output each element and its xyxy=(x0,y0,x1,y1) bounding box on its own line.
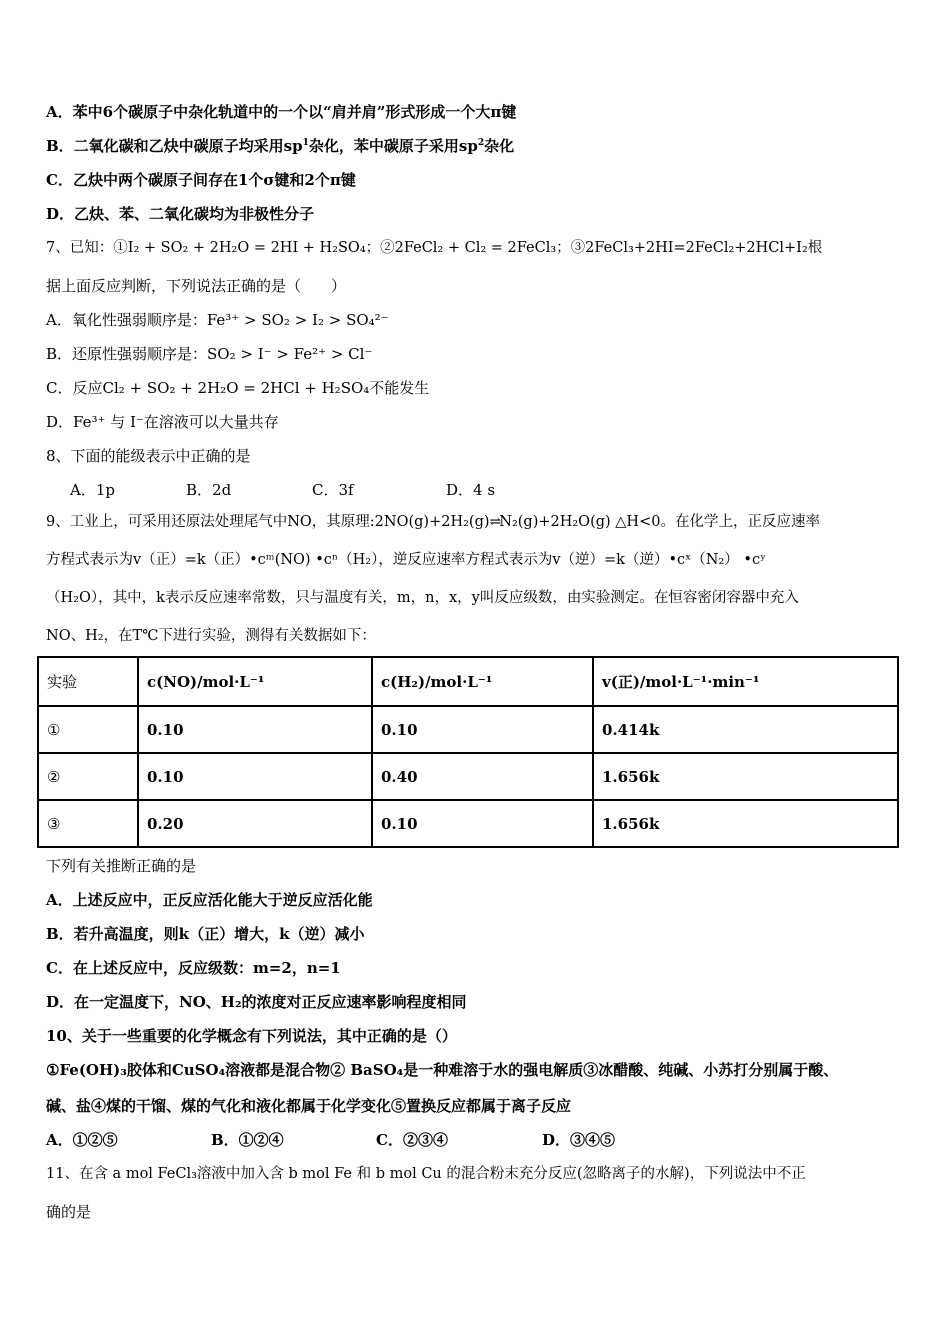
q6-option-d: D．乙炔、苯、二氧化碳均为非极性分子 xyxy=(46,205,315,223)
table-cell: 0.10 xyxy=(372,800,593,847)
table-header-cell: c(NO)/mol·L⁻¹ xyxy=(138,657,372,706)
q9-option-d: D．在一定温度下，NO、H₂的浓度对正反应速率影响程度相同 xyxy=(46,993,467,1011)
table-cell: 0.20 xyxy=(138,800,372,847)
q11-stem-line1: 11、在含 a mol FeCl₃溶液中加入含 b mol Fe 和 b mol Cu 的混合粉末充分反应(忽略离子的水解)，下列说法中不正 xyxy=(46,1166,806,1182)
q9-data-table xyxy=(37,656,899,848)
table-cell: 0.10 xyxy=(138,706,372,753)
q7-option-c: C．反应Cl₂ + SO₂ + 2H₂O = 2HCl + H₂SO₄不能发生 xyxy=(46,379,430,397)
q7-option-b: B．还原性强弱顺序是：SO₂ > I⁻ > Fe²⁺ > Cl⁻ xyxy=(46,345,373,363)
q9-stem-line4: NO、H₂，在T℃下进行实验，测得有关数据如下： xyxy=(46,628,376,644)
table-header-cell: v(正)/mol·L⁻¹·min⁻¹ xyxy=(593,657,898,706)
q10-option-d: D．③④⑤ xyxy=(542,1131,616,1149)
q9-after-table: 下列有关推断正确的是 xyxy=(46,857,197,875)
q10-option-c: C．②③④ xyxy=(376,1131,448,1149)
table-row xyxy=(38,706,898,753)
q6-option-b xyxy=(46,136,910,156)
q6-option-b-post: 杂化 xyxy=(484,137,515,155)
table-cell: 0.414k xyxy=(593,706,898,753)
table-cell: 0.10 xyxy=(372,706,593,753)
table-cell: 1.656k xyxy=(593,753,898,800)
q10-option-b: B．①②④ xyxy=(211,1131,284,1149)
q8-option-a: A．1p xyxy=(70,481,115,499)
q10-statements-line1: ①Fe(OH)₃胶体和CuSO₄溶液都是混合物② BaSO₄是一种难溶于水的强电解质③冰醋酸、纯碱、小苏打分别属于酸、 xyxy=(46,1061,839,1079)
table-header-cell: c(H₂)/mol·L⁻¹ xyxy=(372,657,593,706)
q6-option-c: C．乙炔中两个碳原子间存在1个σ键和2个π键 xyxy=(46,171,356,189)
table-row xyxy=(38,800,898,847)
q9-stem-line1b: N₂(g)+2H₂O(g) △H<0。在化学上，正反应速率 xyxy=(499,514,820,530)
table-cell: 1.656k xyxy=(593,800,898,847)
q7-stem-line1: 7、已知：①I₂ + SO₂ + 2H₂O = 2HI + H₂SO₄；②2FeCl₂ + Cl₂ = 2FeCl₃；③2FeCl₃+2HI=2FeCl₂+2HCl+I₂根 xyxy=(46,240,823,256)
table-cell: ③ xyxy=(38,800,138,847)
q7-stem-line2: 据上面反应判断，下列说法正确的是（ ） xyxy=(46,277,347,295)
q9-stem-line1a: 9、工业上，可采用还原法处理尾气中NO，其原理:2NO(g)+2H₂(g) xyxy=(46,514,490,530)
q9-option-a: A．上述反应中，正反应活化能大于逆反应活化能 xyxy=(46,891,373,909)
table-cell: ① xyxy=(38,706,138,753)
table-header-row xyxy=(38,657,898,706)
q6-option-b-sup1: 1 xyxy=(302,138,309,148)
table-header-cell: 实验 xyxy=(38,657,138,706)
q9-stem-line3: （H₂O），其中，k表示反应速率常数，只与温度有关，m，n，x，y叫反应级数，由实验测定。在恒容密闭容器中充入 xyxy=(46,590,799,606)
q8-stem: 8、下面的能级表示中正确的是 xyxy=(46,447,251,465)
q8-option-b: B．2d xyxy=(186,481,232,499)
q9-option-c: C．在上述反应中，反应级数：m=2，n=1 xyxy=(46,959,341,977)
q10-stem: 10、关于一些重要的化学概念有下列说法，其中正确的是（） xyxy=(46,1027,457,1045)
q9-stem-line1 xyxy=(46,512,910,532)
q9-option-b: B．若升高温度，则k（正）增大，k（逆）减小 xyxy=(46,925,365,943)
table-cell: 0.10 xyxy=(138,753,372,800)
q10-statements-line2: 碱、盐④煤的干馏、煤的气化和液化都属于化学变化⑤置换反应都属于离子反应 xyxy=(46,1097,572,1115)
q8-option-c: C．3f xyxy=(312,481,354,499)
q7-option-a: A．氧化性强弱顺序是：Fe³⁺ > SO₂ > I₂ > SO₄²⁻ xyxy=(46,311,389,329)
table-cell: ② xyxy=(38,753,138,800)
q9-stem-line2: 方程式表示为v（正）=k（正）•cᵐ(NO) •cⁿ（H₂），逆反应速率方程式表示为v（逆）=k（逆）•cˣ（N₂） •cʸ xyxy=(46,552,767,568)
q6-option-b-pre: B．二氧化碳和乙炔中碳原子均采用sp xyxy=(46,137,303,155)
table-row xyxy=(38,753,898,800)
q8-option-d: D．4 s xyxy=(446,481,496,499)
equilibrium-arrow-icon: ⇌ xyxy=(489,514,500,530)
q7-option-d: D．Fe³⁺ 与 I⁻在溶液可以大量共存 xyxy=(46,413,279,431)
q10-option-a: A．①②⑤ xyxy=(46,1131,118,1149)
q11-stem-line2: 确的是 xyxy=(46,1203,92,1221)
q6-option-a: A．苯中6个碳原子中杂化轨道中的一个以“肩并肩”形式形成一个大π键 xyxy=(46,103,517,121)
table-cell: 0.40 xyxy=(372,753,593,800)
q6-option-b-mid: 杂化，苯中碳原子采用sp xyxy=(308,137,478,155)
q6-option-b-sup2: 2 xyxy=(477,138,485,148)
